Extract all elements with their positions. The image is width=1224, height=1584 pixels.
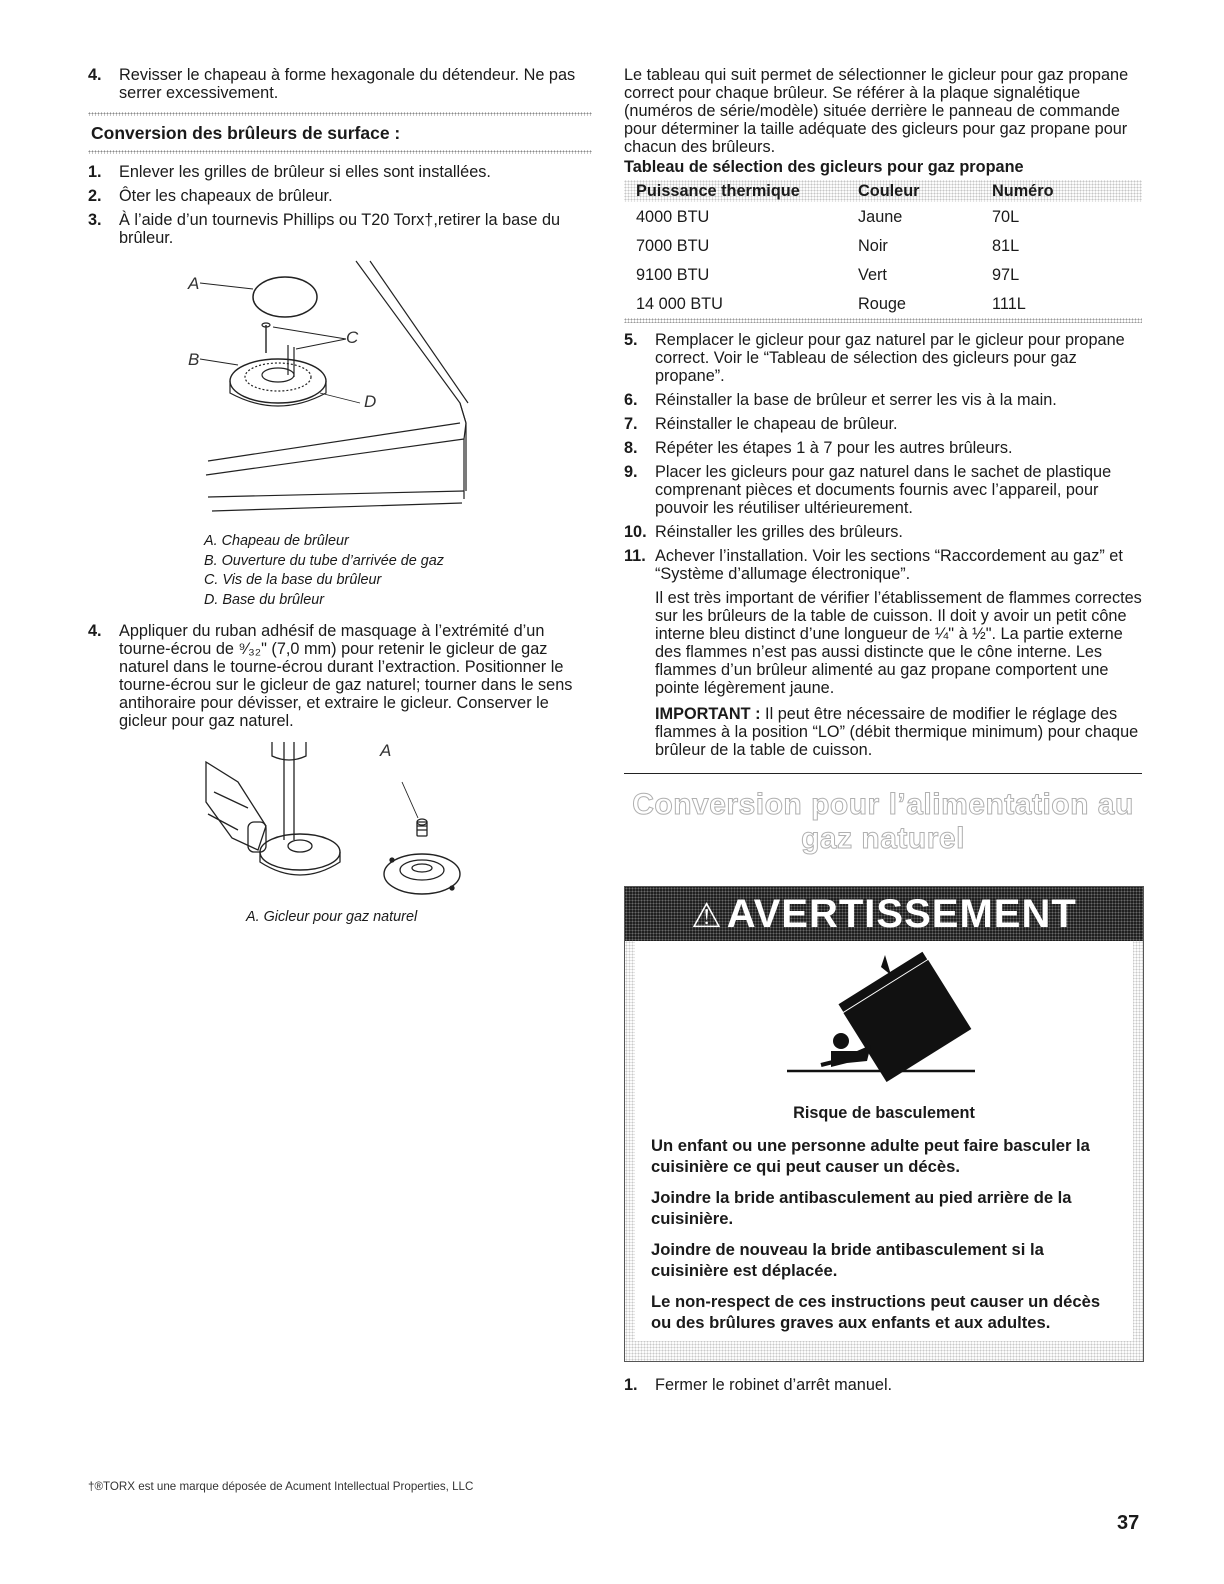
cell-btu: 4000 BTU [636, 208, 710, 226]
step-6 [624, 391, 1142, 409]
step-9 [624, 463, 1142, 517]
step-5 [624, 331, 1142, 385]
table-title: Tableau de sélection des gicleurs pour gaz propane [624, 158, 1024, 176]
cell-btu: 14 000 BTU [636, 295, 723, 313]
cell-number: 81L [992, 237, 1020, 255]
cell-number: 70L [992, 208, 1020, 226]
section-title-surface-burners: Conversion des brûleurs de surface : [91, 123, 401, 143]
step-text: Appliquer du ruban adhésif de masquage à l’extrémité d’un tourne-écrou de ⁹⁄₃₂" (7,0 mm) pour retenir le gicleur de gaz naturel dans le tourne-écrou durant l’extraction. Positionner le tourne-écrou sur le gicleur de gaz naturel; tourner dans le sens antihoraire pour dévisser, et extraire le gicleur. Conserver le gicleur pour gaz naturel. [119, 622, 573, 730]
cell-btu: 7000 BTU [636, 237, 710, 255]
important-text: Il peut être nécessaire de modifier le réglage des flammes à la position “LO” (débit thermique minimum) pour chaque brûleur de la table de cuisson. [655, 705, 1139, 759]
step-text: Répéter les étapes 1 à 7 pour les autres brûleurs. [655, 439, 1013, 457]
caption-d: D. Base du brûleur [204, 591, 324, 608]
step-number: 9. [624, 463, 638, 481]
warning-inner [635, 941, 1133, 1341]
left-column [88, 66, 592, 928]
table-bottom-rule [624, 318, 1142, 323]
caption-b: B. Ouverture du tube d’arrivée de gaz [204, 552, 444, 569]
orifice-caption: A. Gicleur pour gaz naturel [246, 909, 418, 925]
section-divider [624, 773, 1142, 774]
warning-paragraph: Un enfant ou une personne adulte peut faire basculer la cuisinière ce qui peut causer un décès. [651, 1136, 1090, 1176]
table-row [624, 260, 1142, 289]
warning-triangle-icon: ⚠ [691, 897, 723, 935]
step-text: Réinstaller la base de brûleur et serrer les vis à la main. [655, 391, 1057, 409]
table-row [624, 231, 1142, 260]
important-label: IMPORTANT : [655, 705, 761, 723]
step-text: Ôter les chapeaux de brûleur. [119, 187, 333, 205]
step-number: 5. [624, 331, 638, 349]
warning-text-area [635, 1090, 1133, 1341]
cell-number: 111L [992, 295, 1026, 313]
step-8 [624, 439, 1142, 457]
cell-color: Jaune [858, 208, 903, 226]
natural-gas-steps [624, 1376, 1142, 1394]
label-b: B [188, 350, 200, 369]
propane-orifice-table [624, 180, 1142, 318]
step-text: Réinstaller le chapeau de brûleur. [655, 415, 898, 433]
cell-number: 97L [992, 266, 1020, 284]
label-a-orifice: A [380, 741, 392, 760]
burner-figure [88, 253, 592, 531]
table-header-row [624, 180, 1142, 202]
step-number: 4. [88, 66, 102, 84]
section-rule-bottom [88, 150, 592, 154]
section-rule-top [88, 112, 592, 116]
warning-box [624, 886, 1144, 1362]
step-1-shutoff-valve [624, 1376, 1142, 1394]
warning-paragraph: Le non-respect de ces instructions peut causer un décès ou des brûlures graves aux enfants et aux adultes. [651, 1292, 1101, 1332]
step-4-masking-tape [88, 622, 592, 730]
burner-figure-captions [88, 532, 592, 610]
header-thermal-power: Puissance thermique [624, 180, 846, 202]
step-text: Réinstaller les grilles des brûleurs. [655, 523, 903, 541]
burner-illustration [88, 253, 592, 531]
step-number: 1. [624, 1376, 638, 1394]
nut-driver-illustration [88, 742, 592, 902]
section-title-natural-gas: Conversion pour l’alimentation au gaz naturel [632, 788, 1134, 855]
step-number: 2. [88, 187, 102, 205]
step-number: 3. [88, 211, 102, 229]
orifice-figure [88, 742, 592, 902]
step-text: Placer les gicleurs pour gaz naturel dans le sachet de plastique comprenant pièces et documents fournis avec l’appareil, pour pouvoir les réutiliser ultérieurement. [655, 463, 1112, 517]
orifice-intro-paragraph: Le tableau qui suit permet de sélectionner le gicleur pour gaz propane correct pour chaque brûleur. Se référer à la plaque signalétique (numéros de série/modèle) située derrière le panneau de commande pour déterminer la taille adéquate des gicleurs pour gaz propane pour chacun des brûleurs. [624, 66, 1129, 156]
step-11 [624, 547, 1142, 583]
important-note [624, 705, 1142, 759]
header-number: Numéro [980, 180, 1142, 202]
step-2 [88, 187, 592, 205]
right-column [624, 66, 1142, 856]
cell-color: Noir [858, 237, 888, 255]
step-number: 1. [88, 163, 102, 181]
step-number: 4. [88, 622, 102, 640]
label-c: C [346, 328, 359, 347]
step-1 [88, 163, 592, 181]
step-text: Remplacer le gicleur pour gaz naturel par le gicleur pour propane correct. Voir le “Tableau de sélection des gicleurs pour gaz propane”. [655, 331, 1125, 385]
table-row [624, 289, 1142, 318]
warning-header-text: AVERTISSEMENT [726, 892, 1077, 936]
page-number: 37 [1117, 1512, 1140, 1534]
table-row [624, 202, 1142, 231]
tip-over-hazard-icon [635, 941, 1133, 1090]
warning-illustration-area [635, 941, 1133, 1090]
step-7 [624, 415, 1142, 433]
step-text: Revisser le chapeau à forme hexagonale du détendeur. Ne pas serrer excessivement. [119, 66, 576, 102]
step-text: Enlever les grilles de brûleur si elles sont installées. [119, 163, 491, 181]
step-10 [624, 523, 1142, 541]
step-4-hex-cap [88, 66, 592, 102]
flame-check-note: Il est très important de vérifier l’établissement de flammes correctes sur les brûleurs de la table de cuisson. Il doit y avoir un petit cône interne bleu distinct d’une longueur de ¼" à ½". La partie externe des flammes n’est pas aussi distincte que le cône interne. Les flammes d’un brûleur alimenté au gaz propane comportent une pointe légèrement jaune. [655, 589, 1142, 697]
warning-paragraph: Joindre la bride antibasculement au pied arrière de la cuisinière. [651, 1188, 1072, 1228]
step-text: Fermer le robinet d’arrêt manuel. [655, 1376, 893, 1394]
label-a: A [188, 274, 200, 293]
step-number: 8. [624, 439, 638, 457]
caption-a: A. Chapeau de brûleur [204, 533, 349, 549]
label-d: D [364, 392, 377, 411]
step-number: 7. [624, 415, 638, 433]
step-3 [88, 211, 592, 247]
step-number: 11. [624, 547, 646, 565]
step-text: Achever l’installation. Voir les sections “Raccordement au gaz” et “Système d’allumage électronique”. [655, 547, 1123, 583]
footnote: †®TORX est une marque déposée de Acument Intellectual Properties, LLC [88, 1480, 474, 1493]
header-color: Couleur [846, 180, 980, 202]
caption-c: C. Vis de la base du brûleur [204, 572, 382, 588]
cell-btu: 9100 BTU [636, 266, 710, 284]
step-number: 6. [624, 391, 638, 409]
cell-color: Rouge [858, 295, 906, 313]
warning-title: Risque de basculement [793, 1104, 975, 1122]
warning-header [625, 887, 1143, 941]
cell-color: Vert [858, 266, 887, 284]
step-number: 10. [624, 523, 647, 541]
step-text: À l’aide d’un tournevis Phillips ou T20 Torx†,retirer la base du brûleur. [119, 211, 561, 247]
warning-paragraph: Joindre de nouveau la bride antibasculement si la cuisinière est déplacée. [651, 1240, 1044, 1280]
